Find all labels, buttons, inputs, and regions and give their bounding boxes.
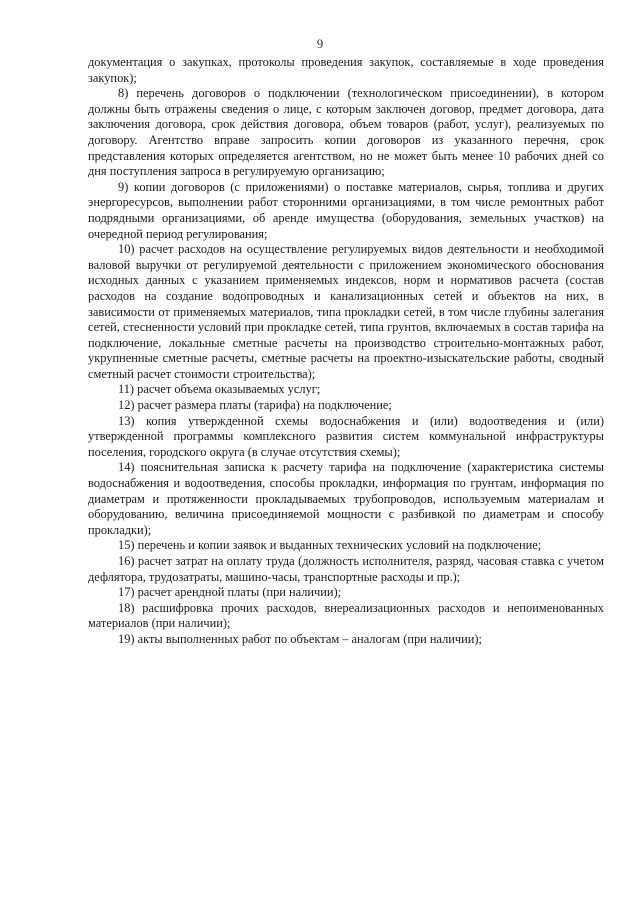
list-item: 14) пояснительная записка к расчету тарифа на подключение (характеристика системы водоснабжения и водоотведения, способы прокладки, информация по грунтам, информация по диаметрам и протяженности прокладываемых трубопроводов, используемым материалам и оборудованию, величина присоединяемой мощности с разбивкой по диаметрам и способу прокладки); xyxy=(88,460,604,537)
document-body xyxy=(88,55,604,648)
list-item: 13) копия утвержденной схемы водоснабжения и (или) водоотведения и (или) утвержденной программы комплексного развития систем коммунальной инфраструктуры поселения, городского округа (в случае отсутствия схемы); xyxy=(88,413,604,459)
list-item: 15) перечень и копии заявок и выданных технических условий на подключение; xyxy=(118,538,542,553)
list-item: 10) расчет расходов на осуществление регулируемых видов деятельности и необходимой валовой выручки от регулируемой деятельности с приложением экономического обоснования исходных данных с указанием применяемых индексов, норм и нормативов расчета (состав расходов на создание водопроводных и канализационных сетей и объектов на них, в зависимости от применяемых материалов, типа прокладки сетей, в том числе глубины залегания сетей, стесненности условий при прокладке сетей, типа грунтов, включаемых в состав тарифа на подключение, локальные сметные расчеты на производство строительно-монтажных работ, укрупненные сметные расчеты, сметные расчеты на проектно-изыскательские работы, сводный сметный расчет стоимости строительства); xyxy=(88,242,604,381)
list-item: 18) расшифровка прочих расходов, внереализационных расходов и непоименованных материалов (при наличии); xyxy=(88,600,604,631)
list-item: 11) расчет объема оказываемых услуг; xyxy=(118,382,321,397)
list-item: 17) расчет арендной платы (при наличии); xyxy=(118,585,342,600)
list-item: 12) расчет размера платы (тарифа) на подключение; xyxy=(118,398,392,413)
list-item: 19) акты выполненных работ по объектам – аналогам (при наличии); xyxy=(118,631,482,646)
list-item: 8) перечень договоров о подключении (технологическом присоединении), в котором должны быть отражены сведения о лице, с которым заключен договор, предмет договора, дата заключения договора, срок действия договора, объем товаров (работ, услуг), реализуемых по договору. Агентство вправе запросить копии договоров из указанного перечня, срок представления которых определяется агентством, но не может быть менее 10 рабочих дней со дня поступления запроса в регулируемую организацию; xyxy=(88,86,604,179)
list-item: документация о закупках, протоколы проведения закупок, составляемые в ходе проведения закупок); xyxy=(88,55,604,85)
list-item: 9) копии договоров (с приложениями) о поставке материалов, сырья, топлива и других энергоресурсов, выполнении работ сторонними организациями, в том числе ремонтных работ подрядными организациями, об аренде имущества (оборудования, земельных участков) на очередной период регулирования; xyxy=(88,179,604,241)
page-number: 9 xyxy=(316,36,324,51)
list-item: 16) расчет затрат на оплату труда (должность исполнителя, разряд, часовая ставка с учетом дефлятора, трудозатраты, машино-часы, транспортные расходы и пр.); xyxy=(88,554,604,584)
